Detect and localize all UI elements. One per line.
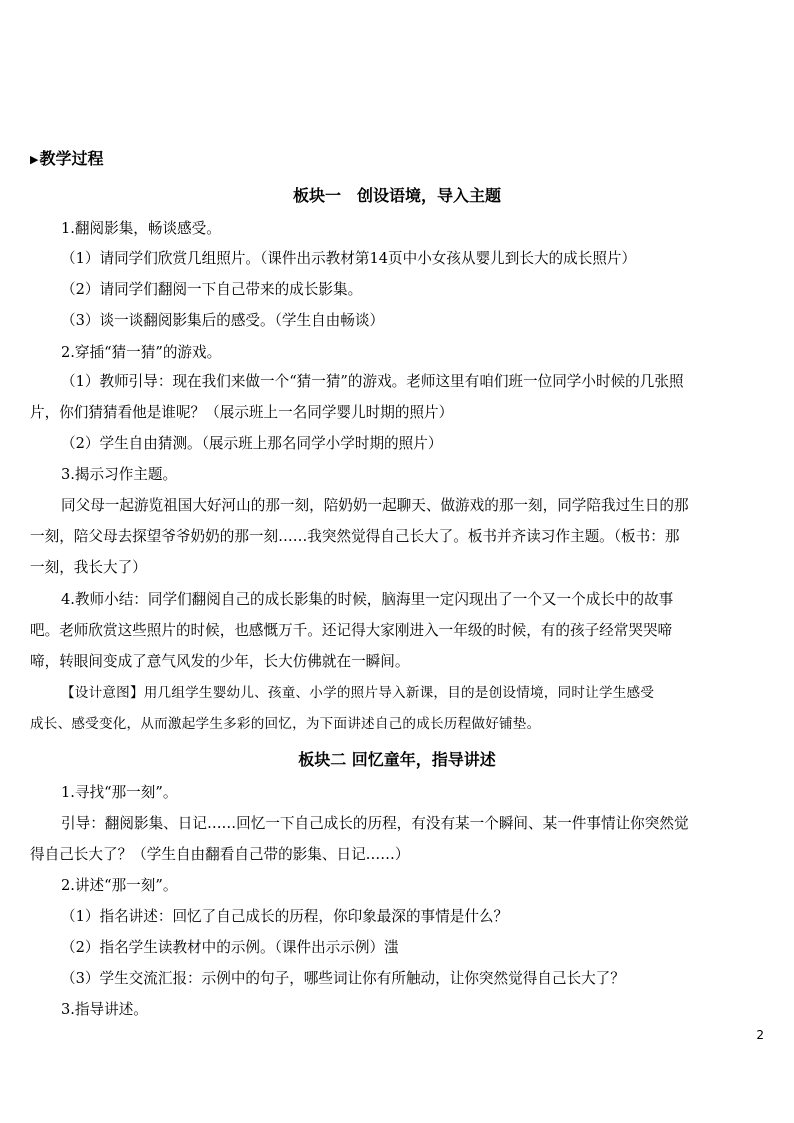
paragraph-line: 2.穿插“猜一猜”的游戏。 <box>61 344 222 361</box>
paragraph-line: （2）指名学生读教材中的示例。（课件出示示例）滍 <box>61 939 399 956</box>
paragraph-line: 4.教师小结：同学们翻阅自己的成长影集的时候，脑海里一定闪现出了一个又一个成长中的故事 <box>61 591 674 608</box>
block2-title: 板块二 回忆童年，指导讲述 <box>298 750 496 769</box>
paragraph-line: （3）谈一谈翻阅影集后的感受。（学生自由畅谈） <box>61 312 385 329</box>
paragraph-line: 啼，转眼间变成了意气风发的少年，长大仿佛就在一瞬间。 <box>30 653 410 670</box>
paragraph-line: 2.讲述“那一刻”。 <box>61 877 178 894</box>
paragraph-line: （1）指名讲述：回忆了自己成长的历程，你印象最深的事情是什么？ <box>61 908 509 925</box>
paragraph-line: 1.翻阅影集，畅谈感受。 <box>61 220 221 237</box>
paragraph-line: 3.揭示习作主题。 <box>61 466 178 483</box>
design-intent-line: 成长、感受变化，从而激起学生多彩的回忆，为下面讲述自己的成长历程做好铺垫。 <box>30 716 541 732</box>
paragraph-line: 同父母一起游览祖国大好河山的那一刻，陪奶奶一起聊天、做游戏的那一刻，同学陪我过生日的那 <box>61 497 689 514</box>
paragraph-line: 一刻，我长大了） <box>30 559 147 576</box>
page-number: 2 <box>756 1028 764 1042</box>
paragraph-line: 引导：翻阅影集、日记……回忆一下自己成长的历程，有没有某一个瞬间、某一件事情让你突然觉 <box>61 815 689 832</box>
paragraph-line: 一刻，陪父母去探望爷爷奶奶的那一刻……我突然觉得自己长大了。板书并齐读习作主题。（板书：那 <box>30 528 680 545</box>
section-heading: ▶教学过程 <box>30 149 104 168</box>
paragraph-line: （1）教师引导：现在我们来做一个“猜一猜”的游戏。老师这里有咱们班一位同学小时候的几张照 <box>61 373 684 390</box>
paragraph-line: 1.寻找“那一刻”。 <box>61 784 178 801</box>
paragraph-line: 得自己长大了？（学生自由翻看自己带的影集、日记……） <box>30 846 410 863</box>
paragraph-line: 吧。老师欣赏这些照片的时候，也感慨万千。还记得大家刚进入一年级的时候，有的孩子经常哭哭啼 <box>30 622 673 639</box>
block1-title: 板块一 创设语境，导入主题 <box>292 186 501 205</box>
paragraph-line: （2）学生自由猜测。（展示班上那名同学小学时期的照片） <box>61 435 443 452</box>
design-intent-line: 【设计意图】用几组学生婴幼儿、孩童、小学的照片导入新课，目的是创设情境，同时让学生感受 <box>61 685 655 701</box>
paragraph-line: 片，你们猜猜看他是谁呢？（展示班上一名同学婴儿时期的照片） <box>30 404 454 421</box>
paragraph-line: （1）请同学们欣赏几组照片。（课件出示教材第14页中小女孩从婴儿到长大的成长照片） <box>61 250 637 267</box>
triangle-bullet-icon: ▶ <box>30 153 39 166</box>
paragraph-line: （3）学生交流汇报：示例中的句子，哪些词让你有所触动，让你突然觉得自己长大了？ <box>61 970 625 987</box>
paragraph-line: （2）请同学们翻阅一下自己带来的成长影集。 <box>61 281 363 298</box>
paragraph-line: 3.指导讲述。 <box>61 1001 148 1018</box>
